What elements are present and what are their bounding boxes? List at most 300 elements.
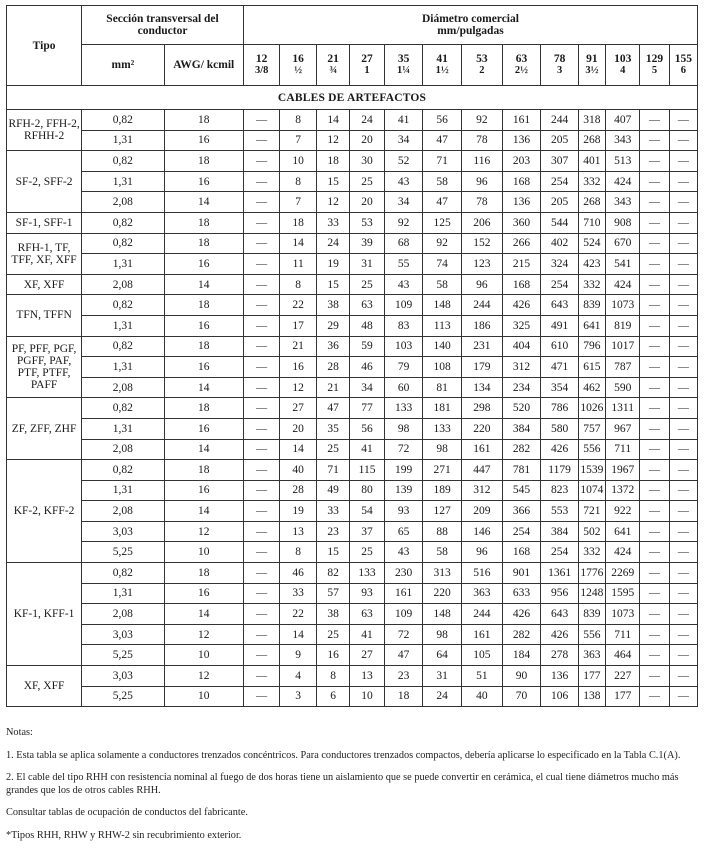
cell-value: — [243,501,280,522]
cell-value: 24 [316,233,349,254]
cell-value: — [640,624,669,645]
cell-mm2: 1,31 [82,583,164,604]
diam-in: 3½ [585,65,599,76]
cell-awg: 12 [164,666,243,687]
cell-value: 65 [384,521,423,542]
cell-value: 424 [605,542,639,563]
cell-mm2: 2,08 [82,439,164,460]
header-diam-col [605,45,639,86]
cell-value: 34 [384,192,423,213]
cell-value: 25 [350,171,384,192]
cell-mm2: 5,25 [82,542,164,563]
cell-value: 28 [280,480,317,501]
cell-value: — [669,212,697,233]
table-row [7,624,698,645]
cell-value: 839 [578,295,605,316]
cell-value: 643 [541,604,579,625]
cell-value: 152 [461,233,502,254]
cell-value: 47 [384,645,423,666]
cell-value: 133 [350,563,384,584]
header-diametro [243,6,697,45]
cell-value: — [640,563,669,584]
cell-value: 15 [316,274,349,295]
cell-awg: 18 [164,212,243,233]
cell-mm2: 0,82 [82,151,164,172]
cell-value: 43 [384,274,423,295]
cell-value: 220 [423,583,462,604]
table-row [7,604,698,625]
cell-value: 136 [541,666,579,687]
cell-value: 109 [384,295,423,316]
cell-value: — [669,624,697,645]
cell-value: 203 [502,151,541,172]
cell-value: 1026 [578,398,605,419]
cell-value: 1248 [578,583,605,604]
cell-value: — [640,274,669,295]
cell-value: 71 [316,460,349,481]
cell-value: — [243,542,280,563]
cell-value: 63 [350,295,384,316]
cell-value: 146 [461,521,502,542]
cell-tipo: SF-1, SFF-1 [7,212,82,233]
cell-value: 19 [280,501,317,522]
cell-value: 424 [605,171,639,192]
cell-value: 332 [578,171,605,192]
cell-value: — [243,171,280,192]
cell-value: 181 [423,398,462,419]
cell-value: — [669,418,697,439]
cell-value: 92 [461,110,502,131]
cell-value: 14 [280,439,317,460]
cell-value: 471 [541,357,579,378]
cell-value: 254 [502,521,541,542]
cell-value: 18 [316,151,349,172]
cell-value: — [243,480,280,501]
cell-value: 22 [280,295,317,316]
cell-value: 205 [541,130,579,151]
cell-value: — [669,583,697,604]
note-1: 1. Esta tabla se aplica solamente a conductores trenzados concéntricos. Para conductores trenzados compactos, debería aplicarse lo especificado en la Tabla C.1(A). [6,749,681,761]
cell-value: 298 [461,398,502,419]
cell-value: 105 [461,645,502,666]
cell-value: 544 [541,212,579,233]
diam-mm: 12 [255,53,268,65]
cell-value: — [243,192,280,213]
cell-tipo: KF-2, KFF-2 [7,460,82,563]
notes-title: Notas: [6,727,33,738]
cell-value: 47 [316,398,349,419]
cell-value: 590 [605,377,639,398]
table-row [7,192,698,213]
cell-value: 77 [350,398,384,419]
cell-value: 98 [423,624,462,645]
cell-value: 161 [461,439,502,460]
cell-value: 244 [461,604,502,625]
cell-value: 343 [605,130,639,151]
cell-value: 266 [502,233,541,254]
cell-value: 3 [280,686,317,707]
cell-value: 115 [350,460,384,481]
cell-mm2: 2,08 [82,501,164,522]
cell-value: 721 [578,501,605,522]
cell-value: 402 [541,233,579,254]
cell-value: 29 [316,315,349,336]
diam-in: ¾ [329,65,338,76]
cell-value: 136 [502,130,541,151]
cell-value: — [640,315,669,336]
diam-mm: 27 [361,53,373,65]
cell-value: — [640,583,669,604]
cell-value: 148 [423,295,462,316]
cell-value: 168 [502,274,541,295]
cell-value: 15 [316,171,349,192]
cell-awg: 14 [164,377,243,398]
cell-value: 177 [578,666,605,687]
cell-value: 244 [541,110,579,131]
cell-mm2: 0,82 [82,336,164,357]
cell-value: 27 [280,398,317,419]
cell-value: 161 [502,110,541,131]
table-row [7,315,698,336]
cell-value: 93 [384,501,423,522]
cell-tipo: TFN, TFFN [7,295,82,336]
cell-value: 16 [316,645,349,666]
cell-value: — [669,563,697,584]
cell-value: 1967 [605,460,639,481]
cell-value: — [640,295,669,316]
cell-value: 81 [423,377,462,398]
cell-value: 553 [541,501,579,522]
cell-value: 13 [280,521,317,542]
cell-value: 1372 [605,480,639,501]
cell-value: 268 [578,192,605,213]
cell-mm2: 1,31 [82,130,164,151]
header-diam-col [669,45,697,86]
cell-value: — [669,398,697,419]
cell-value: 189 [423,480,462,501]
table-row [7,480,698,501]
diam-mm: 103 [614,53,632,65]
cell-value: 64 [423,645,462,666]
cell-awg: 16 [164,315,243,336]
table-row [7,151,698,172]
cell-value: — [669,171,697,192]
cell-value: 140 [423,336,462,357]
cell-awg: 18 [164,460,243,481]
cell-value: 282 [502,624,541,645]
cell-mm2: 3,03 [82,666,164,687]
cell-value: 318 [578,110,605,131]
cell-value: — [640,418,669,439]
cell-value: 36 [316,336,349,357]
cell-value: 11 [280,254,317,275]
header-diam-col [350,45,384,86]
cell-value: 13 [350,666,384,687]
header-diametro-units: mm/pulgadas [437,25,504,37]
cell-value: 71 [423,151,462,172]
table-row [7,666,698,687]
cell-awg: 16 [164,357,243,378]
cell-value: — [640,480,669,501]
cell-value: 254 [541,274,579,295]
cell-value: — [669,315,697,336]
cell-value: 757 [578,418,605,439]
cell-value: 58 [423,171,462,192]
cell-value: 312 [461,480,502,501]
cell-value: 56 [423,110,462,131]
cell-value: 227 [605,666,639,687]
cell-value: 109 [384,604,423,625]
cell-value: 98 [423,439,462,460]
cell-value: 14 [280,624,317,645]
cell-value: — [243,439,280,460]
cell-value: 21 [316,377,349,398]
diam-mm: 63 [515,53,528,65]
cell-awg: 14 [164,439,243,460]
diam-in: ½ [294,65,303,76]
cell-value: 462 [578,377,605,398]
cell-mm2: 2,08 [82,192,164,213]
cell-value: 610 [541,336,579,357]
diam-in: 1½ [435,65,449,76]
cell-value: 79 [384,357,423,378]
cell-value: 123 [461,254,502,275]
notes [6,727,702,852]
cell-mm2: 1,31 [82,357,164,378]
cell-value: 20 [350,192,384,213]
cell-value: 8 [280,171,317,192]
diam-mm: 16 [292,53,304,65]
cell-value: — [243,295,280,316]
cell-value: 8 [280,110,317,131]
cell-value: 206 [461,212,502,233]
cell-value: 502 [578,521,605,542]
header-diam-col [243,45,280,86]
cell-value: — [243,418,280,439]
cell-mm2: 0,82 [82,295,164,316]
diam-in: 3/8 [254,65,269,76]
cell-value: 426 [541,624,579,645]
cell-value: 125 [423,212,462,233]
cell-value: 33 [316,501,349,522]
header-diam-col [578,45,605,86]
table-row [7,254,698,275]
table-row [7,542,698,563]
cell-value: — [640,192,669,213]
cell-value: 92 [384,212,423,233]
cell-value: — [640,336,669,357]
cell-value: — [640,171,669,192]
cell-value: 17 [280,315,317,336]
cell-value: 10 [280,151,317,172]
diam-mm: 78 [553,53,566,65]
cell-value: 424 [605,274,639,295]
cell-value: — [640,645,669,666]
cell-value: 580 [541,418,579,439]
cell-value: 24 [423,686,462,707]
cell-value: 234 [502,377,541,398]
cell-value: 1179 [541,460,579,481]
cell-value: — [669,542,697,563]
cell-value: 14 [316,110,349,131]
header-diam-col [423,45,462,86]
cell-value: 641 [605,521,639,542]
table-row [7,501,698,522]
cell-awg: 16 [164,254,243,275]
cell-value: 47 [423,192,462,213]
cell-value: 711 [605,439,639,460]
cell-value: 58 [423,274,462,295]
cell-value: 1017 [605,336,639,357]
cell-value: 184 [502,645,541,666]
cell-value: 343 [605,192,639,213]
cell-value: 8 [316,666,349,687]
cell-value: 823 [541,480,579,501]
cell-value: 363 [578,645,605,666]
cell-value: 312 [502,357,541,378]
table-row [7,521,698,542]
cell-value: 34 [350,377,384,398]
cell-value: 524 [578,233,605,254]
cell-value: 363 [461,583,502,604]
cell-value: 31 [423,666,462,687]
cell-value: — [640,439,669,460]
cell-value: 307 [541,151,579,172]
cell-value: 127 [423,501,462,522]
cell-tipo: RFH-2, FFH-2, RFHH-2 [7,110,82,151]
cell-value: 20 [280,418,317,439]
table-row [7,460,698,481]
cell-value: 179 [461,357,502,378]
table-row [7,583,698,604]
cell-value: 8 [280,542,317,563]
cell-value: 34 [384,130,423,151]
cell-value: 63 [350,604,384,625]
cell-value: 38 [316,604,349,625]
cell-value: — [243,130,280,151]
header-diam-col [316,45,349,86]
cell-value: 199 [384,460,423,481]
cell-value: — [243,624,280,645]
cell-value: 59 [350,336,384,357]
cell-value: — [640,130,669,151]
cell-value: 47 [423,130,462,151]
cell-value: 641 [578,315,605,336]
cell-value: — [669,336,697,357]
cell-value: 426 [502,604,541,625]
cell-value: 70 [502,686,541,707]
cell-value: 7 [280,130,317,151]
cell-value: 39 [350,233,384,254]
diam-in: 3 [556,65,563,76]
cell-value: 545 [502,480,541,501]
cell-value: 90 [502,666,541,687]
cell-awg: 18 [164,563,243,584]
cell-value: 781 [502,460,541,481]
table-container [6,5,698,707]
cell-value: 18 [280,212,317,233]
cell-value: — [669,460,697,481]
cell-value: 78 [461,192,502,213]
cell-value: 57 [316,583,349,604]
cell-mm2: 0,82 [82,563,164,584]
cell-value: 220 [461,418,502,439]
cell-value: 82 [316,563,349,584]
cell-mm2: 1,31 [82,254,164,275]
cell-value: — [669,439,697,460]
cell-awg: 16 [164,130,243,151]
cell-value: 956 [541,583,579,604]
table-row [7,357,698,378]
cell-value: — [669,254,697,275]
cell-value: 40 [280,460,317,481]
cell-value: 41 [350,624,384,645]
cell-value: 96 [461,274,502,295]
cell-value: — [640,110,669,131]
cell-value: — [669,110,697,131]
table-row [7,336,698,357]
cell-value: 426 [502,295,541,316]
cell-awg: 14 [164,192,243,213]
cell-value: 254 [541,542,579,563]
cell-value: 134 [461,377,502,398]
header-diam-col [461,45,502,86]
cell-awg: 16 [164,171,243,192]
cell-value: 205 [541,192,579,213]
cell-value: 14 [280,233,317,254]
cell-value: 51 [461,666,502,687]
cell-value: 43 [384,171,423,192]
cell-value: — [640,254,669,275]
cell-value: — [640,604,669,625]
cell-value: 113 [423,315,462,336]
cell-value: — [243,666,280,687]
cell-value: 1073 [605,604,639,625]
cell-mm2: 3,03 [82,624,164,645]
cell-value: 332 [578,542,605,563]
cell-value: 423 [578,254,605,275]
cell-value: 35 [316,418,349,439]
diam-in: 1¼ [397,65,411,76]
cell-value: 72 [384,624,423,645]
cell-value: — [243,151,280,172]
cell-value: — [243,604,280,625]
cell-value: 282 [502,439,541,460]
cell-value: 168 [502,171,541,192]
cell-value: 268 [578,130,605,151]
cell-value: 60 [384,377,423,398]
cell-awg: 16 [164,480,243,501]
cell-value: 55 [384,254,423,275]
cell-value: 98 [384,418,423,439]
table-row [7,295,698,316]
cell-awg: 12 [164,521,243,542]
cell-value: 541 [605,254,639,275]
cell-value: 384 [541,521,579,542]
cell-value: 53 [350,212,384,233]
cell-awg: 14 [164,274,243,295]
cell-mm2: 1,31 [82,315,164,336]
table-row [7,439,698,460]
cell-value: — [243,521,280,542]
cell-value: 33 [316,212,349,233]
cell-value: 9 [280,645,317,666]
cell-value: 1595 [605,583,639,604]
cell-value: — [243,460,280,481]
cell-mm2: 1,31 [82,418,164,439]
conduit-fill-table [6,5,698,707]
cell-value: — [669,151,697,172]
